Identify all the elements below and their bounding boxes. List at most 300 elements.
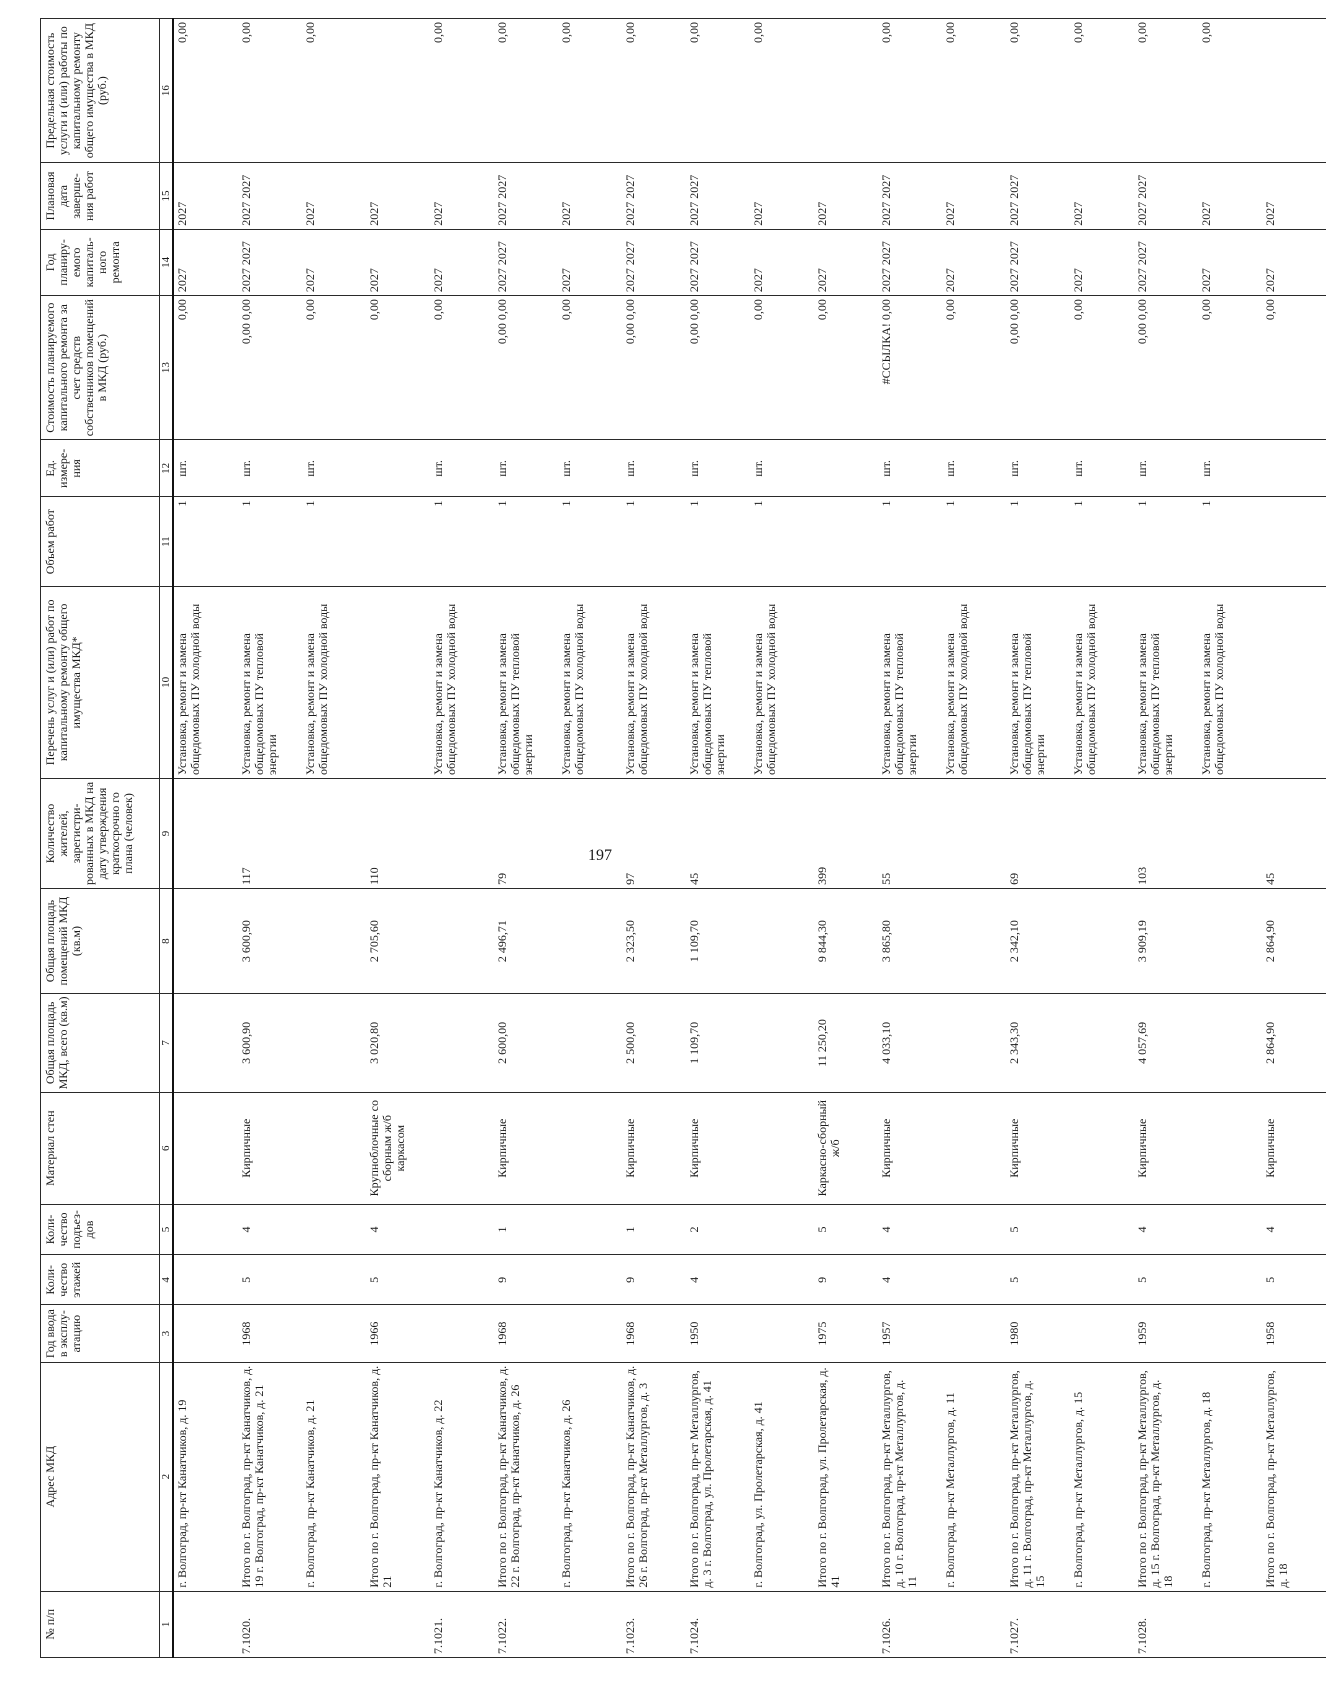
limit-cost-cell (814, 19, 878, 163)
limit-cost-cell: 0,00 (1070, 19, 1134, 163)
total-area-cell: 3 020,80 (366, 994, 430, 1092)
entrances-cell: 1 (622, 1204, 686, 1254)
work-list-cell: Установка, ремонт и замена общедомовых ПУ тепловой энергии (1134, 586, 1198, 778)
table-row (1198, 19, 1262, 1658)
row-number: 7.1023. (622, 1591, 686, 1657)
residents-cell: 399 (814, 779, 878, 889)
residents-cell (1070, 779, 1134, 889)
end-date-cell: 2027 2027 (238, 163, 302, 229)
end-date-cell: 2027 2027 (494, 163, 558, 229)
volume-cell: 1 (238, 497, 302, 586)
residents-cell: 69 (1006, 779, 1070, 889)
end-date-cell: 2027 (302, 163, 366, 229)
total-area-cell: 1 109,70 (686, 994, 750, 1092)
col-number: 16 (160, 19, 174, 163)
total-area-cell: 2 600,00 (494, 994, 558, 1092)
floors-cell: 5 (1006, 1255, 1070, 1305)
residents-cell (942, 779, 1006, 889)
volume-cell: 1 (1070, 497, 1134, 586)
limit-cost-cell (1262, 19, 1326, 163)
col-number: 10 (160, 586, 174, 778)
floors-cell (558, 1255, 622, 1305)
premises-area-cell (302, 888, 366, 993)
cost-cell: 0,00 (1262, 296, 1326, 440)
cost-cell: 0,00 (814, 296, 878, 440)
residents-cell (750, 779, 814, 889)
plan-year-cell: 2027 (1198, 229, 1262, 295)
year-cell (173, 1305, 238, 1362)
plan-year-cell: 2027 (1070, 229, 1134, 295)
col-number: 2 (160, 1362, 174, 1591)
cost-cell: 0,00 (558, 296, 622, 440)
wall-material-cell: Крупноблочные со сборным ж/б каркасом (366, 1092, 430, 1204)
row-number: 7.1021. (430, 1591, 494, 1657)
limit-cost-cell: 0,00 (558, 19, 622, 163)
page-number: 197 (588, 847, 612, 864)
row-number (1070, 1591, 1134, 1657)
table-row (1006, 19, 1070, 1658)
plan-year-cell: 2027 (750, 229, 814, 295)
end-date-cell: 2027 (366, 163, 430, 229)
address-cell: Итого по г. Волгоград, пр-кт Металлургов, д. 15 г. Волгоград, пр-кт Металлургов, д. 18 (1134, 1362, 1198, 1591)
entrances-cell (750, 1204, 814, 1254)
year-cell (750, 1305, 814, 1362)
col-number: 3 (160, 1305, 174, 1362)
address-cell: Итого по г. Волгоград, пр-кт Металлургов, д. 3 г. Волгоград, ул. Пролетарская, д. 41 (686, 1362, 750, 1591)
table-row (686, 19, 750, 1658)
entrances-cell: 4 (1262, 1204, 1326, 1254)
wall-material-cell (1070, 1092, 1134, 1204)
address-cell: г. Волгоград, пр-кт Металлургов, д. 11 (942, 1362, 1006, 1591)
row-number (1198, 1591, 1262, 1657)
unit-cell: шт. (750, 440, 814, 497)
unit-cell: шт. (1070, 440, 1134, 497)
floors-cell: 4 (686, 1255, 750, 1305)
year-cell: 1968 (622, 1305, 686, 1362)
total-area-cell (173, 994, 238, 1092)
col-header: Коли-чество этажей (41, 1255, 160, 1305)
entrances-cell (430, 1204, 494, 1254)
wall-material-cell: Кирпичные (494, 1092, 558, 1204)
entrances-cell (942, 1204, 1006, 1254)
floors-cell: 5 (1134, 1255, 1198, 1305)
end-date-cell: 2027 2027 (1006, 163, 1070, 229)
end-date-cell: 2027 (173, 163, 238, 229)
cost-cell: #ССЫЛКА! 0,00 (878, 296, 942, 440)
work-list-cell: Установка, ремонт и замена общедомовых ПУ холодной воды (430, 586, 494, 778)
year-cell (1198, 1305, 1262, 1362)
year-cell (942, 1305, 1006, 1362)
year-cell: 1980 (1006, 1305, 1070, 1362)
floors-cell (430, 1255, 494, 1305)
column-number-row (160, 19, 174, 1658)
wall-material-cell (942, 1092, 1006, 1204)
row-number: 7.1028. (1134, 1591, 1198, 1657)
residents-cell: 103 (1134, 779, 1198, 889)
premises-area-cell (942, 888, 1006, 993)
end-date-cell: 2027 2027 (878, 163, 942, 229)
address-cell: г. Волгоград, пр-кт Канатчиков, д. 22 (430, 1362, 494, 1591)
col-header: Плановая дата заверше-ния работ (41, 163, 160, 229)
volume-cell: 1 (878, 497, 942, 586)
cost-cell: 0,00 (750, 296, 814, 440)
year-cell: 1968 (238, 1305, 302, 1362)
table-row (1070, 19, 1134, 1658)
floors-cell: 9 (622, 1255, 686, 1305)
plan-year-cell: 2027 (366, 229, 430, 295)
premises-area-cell (1198, 888, 1262, 993)
floors-cell: 5 (1262, 1255, 1326, 1305)
unit-cell: шт. (878, 440, 942, 497)
total-area-cell (1070, 994, 1134, 1092)
total-area-cell (1198, 994, 1262, 1092)
volume-cell: 1 (686, 497, 750, 586)
volume-cell: 1 (558, 497, 622, 586)
limit-cost-cell: 0,00 (750, 19, 814, 163)
floors-cell (750, 1255, 814, 1305)
entrances-cell: 5 (814, 1204, 878, 1254)
plan-year-cell: 2027 (558, 229, 622, 295)
row-number (1262, 1591, 1326, 1657)
address-cell: г. Волгоград, ул. Пролетарская, д. 41 (750, 1362, 814, 1591)
entrances-cell: 4 (366, 1204, 430, 1254)
table-row (366, 19, 430, 1658)
col-number: 8 (160, 888, 174, 993)
year-cell: 1968 (494, 1305, 558, 1362)
entrances-cell: 4 (1134, 1204, 1198, 1254)
address-cell: Итого по г. Волгоград, пр-кт Канатчиков, д. 21 (366, 1362, 430, 1591)
residents-cell: 117 (238, 779, 302, 889)
year-cell: 1966 (366, 1305, 430, 1362)
cost-cell: 0,00 (302, 296, 366, 440)
wall-material-cell: Кирпичные (238, 1092, 302, 1204)
row-number (558, 1591, 622, 1657)
residents-cell: 97 (622, 779, 686, 889)
table-row (942, 19, 1006, 1658)
year-cell: 1950 (686, 1305, 750, 1362)
premises-area-cell: 2 496,71 (494, 888, 558, 993)
address-cell: г. Волгоград, пр-кт Канатчиков, д. 19 (173, 1362, 238, 1591)
wall-material-cell (1198, 1092, 1262, 1204)
entrances-cell: 2 (686, 1204, 750, 1254)
year-cell (430, 1305, 494, 1362)
wall-material-cell (302, 1092, 366, 1204)
total-area-cell: 11 250,20 (814, 994, 878, 1092)
cost-cell: 0,00 0,00 (1134, 296, 1198, 440)
unit-cell: шт. (173, 440, 238, 497)
plan-year-cell: 2027 (430, 229, 494, 295)
premises-area-cell: 3 865,80 (878, 888, 942, 993)
col-number: 9 (160, 779, 174, 889)
plan-year-cell: 2027 2027 (878, 229, 942, 295)
work-list-cell: Установка, ремонт и замена общедомовых ПУ тепловой энергии (686, 586, 750, 778)
total-area-cell: 4 033,10 (878, 994, 942, 1092)
unit-cell: шт. (302, 440, 366, 497)
col-header: Стоимость планируемого капитального ремонта за счет средств собственников помещений в МКД (руб.) (41, 296, 160, 440)
entrances-cell: 4 (238, 1204, 302, 1254)
row-number: 7.1027. (1006, 1591, 1070, 1657)
plan-year-cell: 2027 (173, 229, 238, 295)
wall-material-cell (558, 1092, 622, 1204)
limit-cost-cell: 0,00 (302, 19, 366, 163)
col-header: № п/п (41, 1591, 160, 1657)
wall-material-cell: Каркасно-сборный ж/б (814, 1092, 878, 1204)
rotated-document (40, 18, 1290, 1658)
work-list-cell: Установка, ремонт и замена общедомовых ПУ холодной воды (1198, 586, 1262, 778)
wall-material-cell: Кирпичные (622, 1092, 686, 1204)
entrances-cell: 5 (1006, 1204, 1070, 1254)
unit-cell: шт. (1006, 440, 1070, 497)
col-number: 14 (160, 229, 174, 295)
residents-cell: 45 (686, 779, 750, 889)
volume-cell: 1 (750, 497, 814, 586)
wall-material-cell: Кирпичные (1262, 1092, 1326, 1204)
col-number: 11 (160, 497, 174, 586)
col-header: Предельная стоимость услуги и (или) работы по капитальному ремонту общего имущества в МКД (руб.) (41, 19, 160, 163)
volume-cell (814, 497, 878, 586)
row-number (366, 1591, 430, 1657)
plan-year-cell: 2027 2027 (686, 229, 750, 295)
plan-year-cell: 2027 (302, 229, 366, 295)
cost-cell: 0,00 0,00 (238, 296, 302, 440)
row-number (302, 1591, 366, 1657)
table-row (173, 19, 238, 1658)
premises-area-cell: 3 600,90 (238, 888, 302, 993)
work-list-cell: Установка, ремонт и замена общедомовых ПУ холодной воды (942, 586, 1006, 778)
total-area-cell: 3 600,90 (238, 994, 302, 1092)
end-date-cell: 2027 (1198, 163, 1262, 229)
total-area-cell (750, 994, 814, 1092)
cost-cell: 0,00 (1198, 296, 1262, 440)
unit-cell: шт. (622, 440, 686, 497)
premises-area-cell (173, 888, 238, 993)
unit-cell (814, 440, 878, 497)
table-row (878, 19, 942, 1658)
premises-area-cell (558, 888, 622, 993)
col-header: Общая площадь помещений МКД (кв.м) (41, 888, 160, 993)
volume-cell: 1 (494, 497, 558, 586)
header-row (41, 19, 160, 1658)
residents-cell (173, 779, 238, 889)
premises-area-cell: 2 323,50 (622, 888, 686, 993)
row-number (173, 1591, 238, 1657)
floors-cell: 5 (238, 1255, 302, 1305)
premises-area-cell: 1 109,70 (686, 888, 750, 993)
unit-cell: шт. (686, 440, 750, 497)
total-area-cell: 2 343,30 (1006, 994, 1070, 1092)
unit-cell: шт. (558, 440, 622, 497)
premises-area-cell (430, 888, 494, 993)
wall-material-cell (750, 1092, 814, 1204)
col-header: Год планиру-емого капиталь-ного ремонта (41, 229, 160, 295)
plan-year-cell: 2027 2027 (1134, 229, 1198, 295)
address-cell: Итого по г. Волгоград, пр-кт Канатчиков, д. 26 г. Волгоград, пр-кт Металлургов, д. 3 (622, 1362, 686, 1591)
floors-cell: 9 (494, 1255, 558, 1305)
table-row (238, 19, 302, 1658)
unit-cell: шт. (494, 440, 558, 497)
table-row (1134, 19, 1198, 1658)
total-area-cell (942, 994, 1006, 1092)
table-row (302, 19, 366, 1658)
cost-cell: 0,00 0,00 (686, 296, 750, 440)
table-row (1262, 19, 1326, 1658)
floors-cell (302, 1255, 366, 1305)
limit-cost-cell: 0,00 (238, 19, 302, 163)
unit-cell: шт. (942, 440, 1006, 497)
unit-cell: шт. (430, 440, 494, 497)
total-area-cell (558, 994, 622, 1092)
work-list-cell (366, 586, 430, 778)
total-area-cell: 2 864,90 (1262, 994, 1326, 1092)
col-number: 5 (160, 1204, 174, 1254)
total-area-cell: 2 500,00 (622, 994, 686, 1092)
cost-cell: 0,00 0,00 (1006, 296, 1070, 440)
premises-area-cell: 2 342,10 (1006, 888, 1070, 993)
row-number (814, 1591, 878, 1657)
col-header: Год ввода в эксплу-атацию (41, 1305, 160, 1362)
floors-cell (173, 1255, 238, 1305)
wall-material-cell (173, 1092, 238, 1204)
floors-cell: 9 (814, 1255, 878, 1305)
end-date-cell: 2027 (814, 163, 878, 229)
year-cell: 1958 (1262, 1305, 1326, 1362)
table-row (750, 19, 814, 1658)
col-number: 4 (160, 1255, 174, 1305)
floors-cell (1198, 1255, 1262, 1305)
col-header: Ед. измере-ния (41, 440, 160, 497)
premises-area-cell: 2 705,60 (366, 888, 430, 993)
volume-cell: 1 (622, 497, 686, 586)
year-cell: 1959 (1134, 1305, 1198, 1362)
address-cell: Итого по г. Волгоград, пр-кт Металлургов, д. 18 (1262, 1362, 1326, 1591)
unit-cell: шт. (1134, 440, 1198, 497)
address-cell: г. Волгоград, пр-кт Канатчиков, д. 21 (302, 1362, 366, 1591)
cost-cell: 0,00 (366, 296, 430, 440)
end-date-cell: 2027 (942, 163, 1006, 229)
limit-cost-cell: 0,00 (942, 19, 1006, 163)
wall-material-cell: Кирпичные (1134, 1092, 1198, 1204)
address-cell: Итого по г. Волгоград, пр-кт Металлургов, д. 11 г. Волгоград, пр-кт Металлургов, д. 15 (1006, 1362, 1070, 1591)
col-number: 13 (160, 296, 174, 440)
table-row (558, 19, 622, 1658)
total-area-cell (430, 994, 494, 1092)
address-cell: г. Волгоград, пр-кт Металлургов, д. 15 (1070, 1362, 1134, 1591)
work-list-cell: Установка, ремонт и замена общедомовых ПУ холодной воды (558, 586, 622, 778)
limit-cost-cell (366, 19, 430, 163)
end-date-cell: 2027 (1070, 163, 1134, 229)
floors-cell (1070, 1255, 1134, 1305)
col-number: 1 (160, 1591, 174, 1657)
work-list-cell: Установка, ремонт и замена общедомовых ПУ тепловой энергии (238, 586, 302, 778)
table-row (814, 19, 878, 1658)
table-body (173, 19, 1326, 1658)
cost-cell: 0,00 (942, 296, 1006, 440)
cost-cell: 0,00 (1070, 296, 1134, 440)
residents-cell: 45 (1262, 779, 1326, 889)
row-number: 7.1022. (494, 1591, 558, 1657)
volume-cell: 1 (1134, 497, 1198, 586)
plan-year-cell: 2027 2027 (238, 229, 302, 295)
entrances-cell (173, 1204, 238, 1254)
residents-cell (430, 779, 494, 889)
volume-cell: 1 (1006, 497, 1070, 586)
wall-material-cell (430, 1092, 494, 1204)
col-number: 7 (160, 994, 174, 1092)
limit-cost-cell: 0,00 (173, 19, 238, 163)
address-cell: Итого по г. Волгоград, пр-кт Металлургов, д. 10 г. Волгоград, пр-кт Металлургов, д. 11 (878, 1362, 942, 1591)
col-number: 6 (160, 1092, 174, 1204)
entrances-cell: 1 (494, 1204, 558, 1254)
table-row (494, 19, 558, 1658)
plan-year-cell: 2027 (942, 229, 1006, 295)
row-number (942, 1591, 1006, 1657)
end-date-cell: 2027 (558, 163, 622, 229)
total-area-cell: 4 057,69 (1134, 994, 1198, 1092)
year-cell (558, 1305, 622, 1362)
residents-cell (558, 779, 622, 889)
plan-year-cell: 2027 (814, 229, 878, 295)
volume-cell (366, 497, 430, 586)
floors-cell (942, 1255, 1006, 1305)
col-header: Общая площадь МКД, всего (кв.м) (41, 994, 160, 1092)
work-list-cell (1262, 586, 1326, 778)
repair-plan-table (40, 18, 1326, 1658)
volume-cell: 1 (302, 497, 366, 586)
floors-cell: 5 (366, 1255, 430, 1305)
work-list-cell: Установка, ремонт и замена общедомовых ПУ холодной воды (750, 586, 814, 778)
premises-area-cell (750, 888, 814, 993)
wall-material-cell: Кирпичные (878, 1092, 942, 1204)
year-cell (302, 1305, 366, 1362)
residents-cell (1198, 779, 1262, 889)
entrances-cell (1198, 1204, 1262, 1254)
address-cell: г. Волгоград, пр-кт Канатчиков, д. 26 (558, 1362, 622, 1591)
end-date-cell: 2027 (430, 163, 494, 229)
address-cell: Итого по г. Волгоград, ул. Пролетарская, д. 41 (814, 1362, 878, 1591)
address-cell: Итого по г. Волгоград, пр-кт Канатчиков, д. 22 г. Волгоград, пр-кт Канатчиков, д. 26 (494, 1362, 558, 1591)
work-list-cell (814, 586, 878, 778)
year-cell (1070, 1305, 1134, 1362)
plan-year-cell: 2027 2027 (1006, 229, 1070, 295)
work-list-cell: Установка, ремонт и замена общедомовых ПУ тепловой энергии (878, 586, 942, 778)
year-cell: 1975 (814, 1305, 878, 1362)
unit-cell (1262, 440, 1326, 497)
limit-cost-cell: 0,00 (878, 19, 942, 163)
year-cell: 1957 (878, 1305, 942, 1362)
limit-cost-cell: 0,00 (686, 19, 750, 163)
premises-area-cell (1070, 888, 1134, 993)
unit-cell (366, 440, 430, 497)
col-header: Перечень услуг и (или) работ по капитальному ремонту общего имущества МКД* (41, 586, 160, 778)
work-list-cell: Установка, ремонт и замена общедомовых ПУ тепловой энергии (1006, 586, 1070, 778)
end-date-cell: 2027 (1262, 163, 1326, 229)
end-date-cell: 2027 2027 (686, 163, 750, 229)
floors-cell: 4 (878, 1255, 942, 1305)
unit-cell: шт. (1198, 440, 1262, 497)
work-list-cell: Установка, ремонт и замена общедомовых ПУ холодной воды (302, 586, 366, 778)
premises-area-cell: 9 844,30 (814, 888, 878, 993)
residents-cell: 79 (494, 779, 558, 889)
address-cell: г. Волгоград, пр-кт Металлургов, д. 18 (1198, 1362, 1262, 1591)
wall-material-cell: Кирпичные (686, 1092, 750, 1204)
limit-cost-cell: 0,00 (1198, 19, 1262, 163)
col-header: Объем работ (41, 497, 160, 586)
col-header: Адрес МКД (41, 1362, 160, 1591)
cost-cell: 0,00 0,00 (622, 296, 686, 440)
row-number: 7.1024. (686, 1591, 750, 1657)
limit-cost-cell: 0,00 (494, 19, 558, 163)
row-number (750, 1591, 814, 1657)
